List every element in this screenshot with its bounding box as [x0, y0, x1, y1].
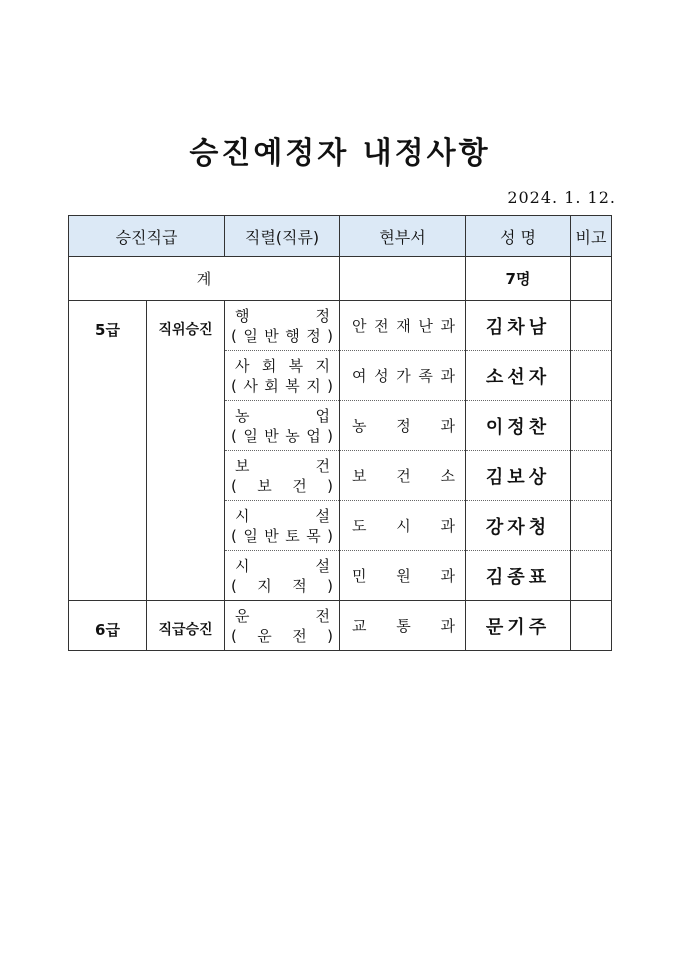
series-subtype: ( 지 적 ) [231, 576, 333, 595]
series-subtype: ( 일 반 행 정 ) [231, 326, 333, 345]
dept-name: 안 전 재 난 과 [352, 317, 456, 335]
dept-name: 농 정 과 [352, 417, 456, 435]
note-cell [571, 301, 612, 351]
note-cell [571, 501, 612, 551]
person-name: 소선자 [466, 351, 571, 401]
person-name: 강자청 [466, 501, 571, 551]
dept-cell [340, 401, 466, 451]
total-note-empty [571, 257, 612, 301]
series-name: 운 전 [235, 606, 331, 625]
person-name: 김보상 [466, 451, 571, 501]
note-cell [571, 601, 612, 651]
person-name: 문기주 [466, 601, 571, 651]
note-cell [571, 551, 612, 601]
series-cell [225, 351, 340, 401]
promotion-type-cell: 직급승진 [147, 601, 225, 651]
header-series: 직렬(직류) [225, 216, 340, 257]
document-date: 2024. 1. 12. [507, 188, 616, 207]
dept-cell [340, 451, 466, 501]
series-cell [225, 601, 340, 651]
series-cell [225, 451, 340, 501]
series-name: 행 정 [235, 306, 331, 325]
dept-name: 민 원 과 [352, 567, 456, 585]
dept-name: 도 시 과 [352, 517, 456, 535]
series-subtype: ( 사 회 복 지 ) [231, 376, 333, 395]
header-dept: 현부서 [340, 216, 466, 257]
dept-name: 교 통 과 [352, 617, 456, 635]
table-row [69, 301, 612, 351]
series-cell [225, 501, 340, 551]
header-name: 성 명 [466, 216, 571, 257]
promotion-table [68, 215, 612, 651]
series-name: 시 설 [235, 556, 331, 575]
header-note: 비고 [571, 216, 612, 257]
promotion-type-cell: 직위승진 [147, 301, 225, 601]
series-cell [225, 401, 340, 451]
total-label: 계 [69, 257, 340, 301]
series-subtype: ( 일 반 농 업 ) [231, 426, 333, 445]
total-row [69, 257, 612, 301]
series-name: 농 업 [235, 406, 331, 425]
page-title: 승진예정자 내정사항 [189, 136, 491, 171]
dept-cell [340, 601, 466, 651]
series-subtype: ( 일 반 토 목 ) [231, 526, 333, 545]
series-name: 시 설 [235, 506, 331, 525]
series-subtype: ( 운 전 ) [231, 626, 333, 645]
person-name: 이정찬 [466, 401, 571, 451]
total-dept-empty [340, 257, 466, 301]
dept-cell [340, 501, 466, 551]
person-name: 김차남 [466, 301, 571, 351]
dept-cell [340, 551, 466, 601]
header-grade: 승진직급 [69, 216, 225, 257]
total-count: 7명 [466, 257, 571, 301]
person-name: 김종표 [466, 551, 571, 601]
dept-cell [340, 351, 466, 401]
dept-name: 보 건 소 [352, 467, 456, 485]
grade-cell: 6급 [69, 601, 147, 651]
series-cell [225, 551, 340, 601]
table-row [69, 601, 612, 651]
series-name: 사 회 복 지 [235, 356, 330, 375]
note-cell [571, 401, 612, 451]
series-name: 보 건 [235, 456, 331, 475]
series-cell [225, 301, 340, 351]
dept-name: 여 성 가 족 과 [352, 367, 456, 385]
note-cell [571, 351, 612, 401]
grade-cell: 5급 [69, 301, 147, 601]
header-row [69, 216, 612, 257]
dept-cell [340, 301, 466, 351]
note-cell [571, 451, 612, 501]
series-subtype: ( 보 건 ) [231, 476, 333, 495]
